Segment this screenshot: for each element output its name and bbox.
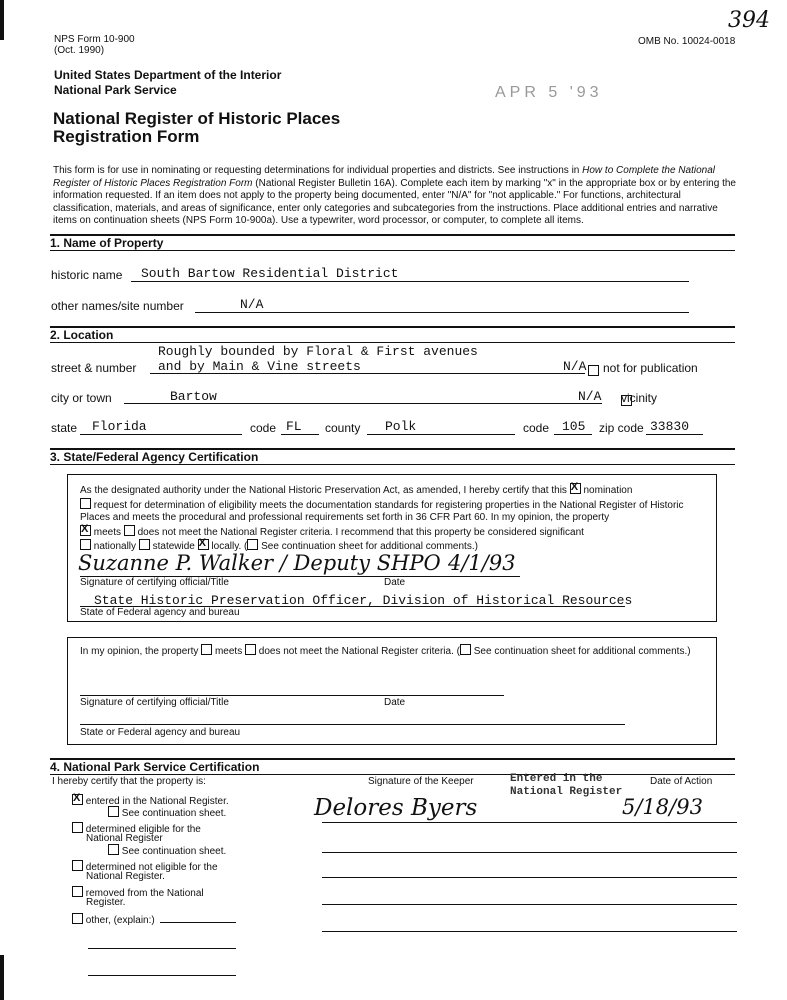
option-removed-line2: Register. xyxy=(86,897,126,908)
other-checkbox[interactable] xyxy=(72,913,83,924)
certifying-signature: Suzanne P. Walker / Deputy SHPO xyxy=(78,551,441,575)
state-label: state xyxy=(51,421,78,435)
option-eligible-line2: National Register xyxy=(86,833,163,844)
section-1-heading: 1. Name of Property xyxy=(50,234,735,251)
option-not-eligible: determined not eligible for the xyxy=(72,860,218,874)
locally-checkbox[interactable] xyxy=(198,539,209,550)
continuation-checkbox[interactable] xyxy=(247,539,258,550)
not-for-publication-label: not for publication xyxy=(603,361,698,375)
form-date: (Oct. 1990) xyxy=(54,45,105,56)
instructions: This form is for use in nominating or requesting determinations for individual properties and districts. See instructions in How to Complete the National Register of Historic Places Registration Form (National Register Bulletin 16A). Complete each item by marking "x" in the appropriate box or by entering the information requested. If an item does not apply to the property being documented, enter "N/A" for "not applicable." For functions, architectural classification, materials, and areas of significance, enter only categories and subcategories from the instructions. Place additional entries and narrative items on continuation sheets (NPS Form 10-900a). Use a typewriter, word processor, or computer, to complete all items. xyxy=(53,165,736,226)
option-entered: X entered in the National Register. xyxy=(72,794,229,808)
handwritten-number: 394 xyxy=(728,8,770,33)
not-for-publication-checkbox[interactable] xyxy=(588,365,599,376)
section-3-heading: 3. State/Federal Agency Certification xyxy=(50,448,735,465)
signature-date: 4/1/93 xyxy=(448,551,516,575)
action-date: 5/18/93 xyxy=(622,795,703,819)
signature-label: Signature of certifying official/Title xyxy=(80,577,229,588)
county-code-field[interactable]: 105 xyxy=(562,419,586,434)
certification-text: As the designated authority under the National Historic Preservation Act, as amended, I hereby certify that this X nomination request for determination of eligibility meets the documentation standards for registering properties in the National Register of Historic Places and meets the procedural and professional requirements set forth in 36 CFR Part 60. In my opinion, the property X meets does not meet the National Register criteria. I recommend that this property be considered significant nationally statewide X locally. ( See continuation sheet for additional comments.) xyxy=(80,483,704,554)
city-label: city or town xyxy=(51,391,112,405)
date-action-label: Date of Action xyxy=(650,776,713,787)
street-label: street & number xyxy=(51,361,137,375)
county-field[interactable]: Polk xyxy=(385,419,417,434)
street-field[interactable]: and by Main & Vine streets xyxy=(158,359,361,374)
option-eligible-sub: See continuation sheet. xyxy=(108,844,226,858)
date-label: Date xyxy=(384,577,406,588)
opinion-text: In my opinion, the property meets does not meet the National Register criteria. ( See continuation sheet for additional comments.) xyxy=(80,646,691,657)
nationally-checkbox[interactable] xyxy=(80,539,91,550)
option-removed: removed from the National xyxy=(72,886,204,900)
option-entered-sub: See continuation sheet. xyxy=(108,806,226,820)
zip-label: zip code xyxy=(599,421,644,435)
city-field[interactable]: Bartow xyxy=(170,389,217,404)
page-subtitle: Registration Form xyxy=(53,127,200,146)
signature-label-2: Signature of certifying official/Title xyxy=(80,697,229,708)
page-title: National Register of Historic Places xyxy=(53,109,341,128)
vicinity-label: vicinity xyxy=(621,391,658,405)
section-4-heading: 4. National Park Service Certification xyxy=(50,758,735,775)
form-number: NPS Form 10-900 xyxy=(54,34,135,45)
entered-continuation-checkbox[interactable] xyxy=(108,806,119,817)
entered-stamp: Entered in the National Register xyxy=(510,773,623,798)
na-vicinity: N/A xyxy=(578,389,602,404)
option-other: other, (explain:) xyxy=(72,913,155,927)
option-not-eligible-line2: National Register. xyxy=(86,871,165,882)
agency-label-2: State or Federal agency and bureau xyxy=(80,727,241,738)
agency-field[interactable]: State Historic Preservation Officer, Division of Historical Resources xyxy=(94,593,633,608)
scan-edge-top xyxy=(0,0,4,40)
keeper-signature: Delores Byers xyxy=(314,795,478,821)
received-stamp: APR 5 '93 xyxy=(495,84,603,101)
nomination-checkbox[interactable] xyxy=(570,483,581,494)
eligible-continuation-checkbox[interactable] xyxy=(108,844,119,855)
removed-checkbox[interactable] xyxy=(72,886,83,897)
meets-checkbox[interactable] xyxy=(80,525,91,536)
section-2-heading: 2. Location xyxy=(50,326,735,343)
scan-edge-bottom xyxy=(0,955,4,1000)
state-code-label: code xyxy=(250,421,277,435)
na-publication: N/A xyxy=(563,359,587,374)
date-label-2: Date xyxy=(384,697,406,708)
statewide-checkbox[interactable] xyxy=(139,539,150,550)
opinion-not-meet-checkbox[interactable] xyxy=(245,644,256,655)
eligible-checkbox[interactable] xyxy=(72,822,83,833)
historic-name-label: historic name xyxy=(51,268,123,282)
opinion-meets-checkbox[interactable] xyxy=(201,644,212,655)
opinion-continuation-checkbox[interactable] xyxy=(460,644,471,655)
department: United States Department of the Interior xyxy=(54,68,282,82)
state-field[interactable]: Florida xyxy=(92,419,147,434)
does-not-meet-checkbox[interactable] xyxy=(124,525,135,536)
state-code-field[interactable]: FL xyxy=(286,419,302,434)
other-names-field[interactable]: N/A xyxy=(240,297,264,312)
entered-checkbox[interactable] xyxy=(72,794,83,805)
service: National Park Service xyxy=(54,83,177,97)
county-code-label: code xyxy=(523,421,550,435)
option-eligible: determined eligible for the xyxy=(72,822,201,836)
certify-text: I hereby certify that the property is: xyxy=(52,776,206,787)
other-names-label: other names/site number xyxy=(51,299,184,313)
historic-name-field[interactable]: South Bartow Residential District xyxy=(141,266,399,281)
request-checkbox[interactable] xyxy=(80,498,91,509)
street-value-line1: Roughly bounded by Floral & First avenues xyxy=(158,344,478,359)
county-label: county xyxy=(325,421,361,435)
omb-number: OMB No. 10024-0018 xyxy=(638,36,736,47)
zip-field[interactable]: 33830 xyxy=(650,419,690,434)
keeper-label: Signature of the Keeper xyxy=(368,776,474,787)
not-eligible-checkbox[interactable] xyxy=(72,860,83,871)
agency-label: State of Federal agency and bureau xyxy=(80,607,240,618)
